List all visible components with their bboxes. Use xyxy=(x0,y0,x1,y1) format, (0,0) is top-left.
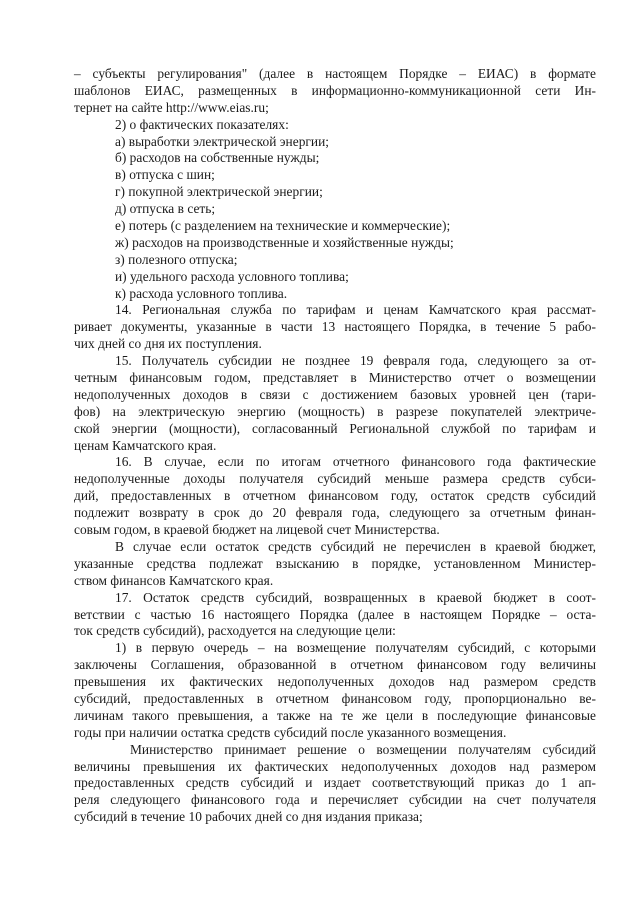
text-line: субсидий в течение 10 рабочих дней со дня издания приказа; xyxy=(74,809,423,825)
text-line: предоставленных средств субсидий и издает соответствующий приказ до 1 ап- xyxy=(74,775,596,791)
text-line: 1) в первую очередь – на возмещение получателям субсидий, с которыми xyxy=(115,640,596,656)
text-line: годы при наличии остатка средств субсидий после указанного возмещения. xyxy=(74,724,507,740)
text-line: ской энергии (мощности), согласованный Региональной службой по тарифам и xyxy=(74,420,596,436)
text-line: е) потерь (с разделением на технические и коммерческие); xyxy=(115,218,451,234)
text-line: 14. Региональная служба по тарифам и ценам Камчатского края рассмат- xyxy=(115,302,596,318)
text-line: 17. Остаток средств субсидий, возвращенных в краевой бюджет в соот- xyxy=(115,589,596,605)
text-line: Министерство принимает решение о возмещении получателям субсидий xyxy=(130,741,596,757)
text-line: ветствии с частью 16 настоящего Порядка (далее в настоящем Порядке – оста- xyxy=(74,606,596,622)
text-line: фов) на электрическую энергию (мощность) в разрезе покупателей электриче- xyxy=(74,403,596,419)
text-line: реля следующего финансового года и перечисляет субсидии на счет получателя xyxy=(74,792,596,808)
text-line: личинам такого превышения, а также на те же цели в последующие финансовые xyxy=(74,707,596,723)
text-line: к) расхода условного топлива. xyxy=(115,285,288,301)
text-line: недополученных доходов в связи с достижением базовых уровней цен (тари- xyxy=(74,386,596,402)
text-line: дий, предоставленных в отчетном финансовом году, остаток средств субсидий xyxy=(74,488,596,504)
text-line: 2) о фактических показателях: xyxy=(115,116,289,132)
text-line: шаблонов ЕИАС, размещенных в информационно-коммуникационной сети Ин- xyxy=(74,82,596,98)
text-line: ток средств субсидий), расходуется на следующие цели: xyxy=(74,623,396,639)
text-line: в) отпуска с шин; xyxy=(115,167,215,183)
text-line: указанные средства подлежат взысканию в порядке, установленном Министер- xyxy=(74,555,596,571)
text-line: – субъекты регулирования" (далее в настоящем Порядке – ЕИАС) в формате xyxy=(74,66,596,81)
text-line: четным финансовым годом, представляет в Министерство отчет о возмещении xyxy=(74,370,596,386)
text-line: ривает документы, указанные в части 13 настоящего Порядка, в течение 5 рабо- xyxy=(74,319,596,335)
text-line: недополученные доходы получателя субсидий меньше размера средств субси- xyxy=(74,471,596,487)
text-line: ством финансов Камчатского края. xyxy=(74,572,274,588)
text-line: ж) расходов на производственные и хозяйственные нужды; xyxy=(115,234,454,250)
text-line: совым годом, в краевой бюджет на лицевой счет Министерства. xyxy=(74,522,440,538)
text-line: превышения их фактических недополученных доходов над размером средств xyxy=(74,674,596,690)
text-line: и) удельного расхода условного топлива; xyxy=(115,268,349,284)
text-line: 16. В случае, если по итогам отчетного финансового года фактические xyxy=(115,454,596,470)
text-line: тернет на сайте http://www.eias.ru; xyxy=(74,99,269,115)
text-line: субсидий, предоставленных в отчетном финансовом году, пропорционально ве- xyxy=(74,690,596,706)
text-line: величины превышения их фактических недополученных доходов над размером xyxy=(74,758,596,774)
text-line: чих дней со дня их поступления. xyxy=(74,336,262,352)
text-line: заключены Соглашения, образованной в отчетном финансовом году величины xyxy=(74,657,596,673)
document-body xyxy=(74,66,596,826)
text-line: з) полезного отпуска; xyxy=(115,251,238,267)
text-line: ценам Камчатского края. xyxy=(74,437,217,453)
text-line: а) выработки электрической энергии; xyxy=(115,133,330,149)
text-line: подлежит возврату в срок до 20 февраля года, следующего за отчетным финан- xyxy=(74,505,596,521)
text-line: д) отпуска в сеть; xyxy=(115,201,216,217)
text-line: б) расходов на собственные нужды; xyxy=(115,150,320,166)
text-line: 15. Получатель субсидии не позднее 19 февраля года, следующего за от- xyxy=(115,353,596,369)
text-line: г) покупной электрической энергии; xyxy=(115,184,323,200)
text-line: В случае если остаток средств субсидий не перечислен в краевой бюджет, xyxy=(115,538,596,554)
